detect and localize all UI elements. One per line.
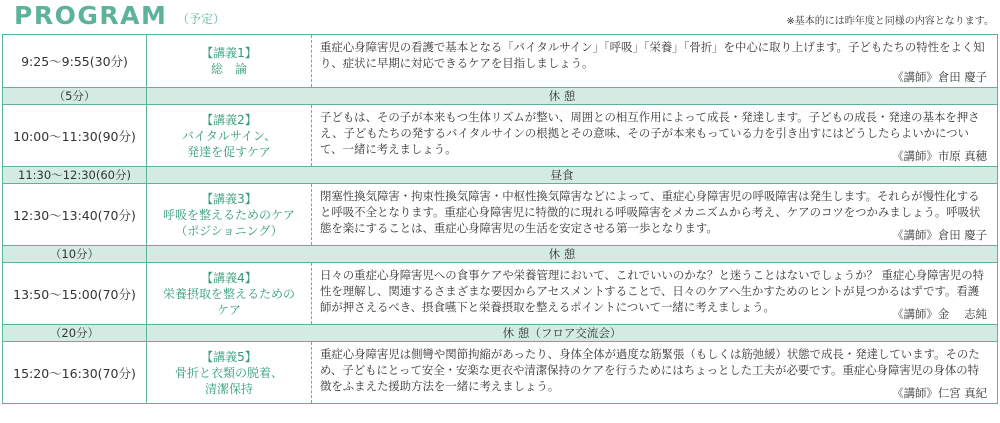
time-cell: 10:00〜11:30(90分) <box>3 105 147 166</box>
lecture-number: 【講義1】 <box>201 46 257 60</box>
lecture-row-1 <box>3 35 997 87</box>
lecture-title: 栄養摂取を整えるための ケア <box>162 286 295 317</box>
lecture-title: 呼吸を整えるためのケア （ポジショニング） <box>162 207 295 238</box>
break-row <box>3 324 997 341</box>
description-cell <box>312 105 997 166</box>
time-cell: 13:50〜15:00(70分) <box>3 263 147 324</box>
description-cell <box>312 263 997 324</box>
break-row <box>3 245 997 262</box>
lecture-row-3 <box>3 183 997 245</box>
time-cell: 12:30〜13:40(70分) <box>3 184 147 245</box>
lecture-number: 【講義3】 <box>201 191 257 206</box>
break-label: 休 憩 <box>548 89 576 103</box>
title-cell <box>147 342 312 403</box>
break-label: 休 憩 <box>548 247 576 261</box>
lecture-number: 【講義4】 <box>201 270 257 285</box>
instructor: 《講師》市原 真穂 <box>888 149 987 163</box>
page-title: PROGRAM <box>14 1 168 30</box>
lecture-description: 子どもは、その子が本来もつ生体リズムが整い、周囲との相互作用によって成長・発達します。子どもの成長・発達の基本を押さえ、子どもたちの発するバイタルサインの根拠とその意味、その子が本来もっている力を引き出すにはどうしたらよいかについて、一緒に考えましょう。 <box>320 110 980 156</box>
title-cell <box>147 184 312 245</box>
break-time: （10分） <box>3 246 147 262</box>
title-cell <box>147 105 312 166</box>
lecture-title: 総 論 <box>210 62 247 76</box>
lecture-description: 重症心身障害児の看護で基本となる「バイタルサイン」「呼吸」「栄養」「骨折」を中心に取り上げます。子どもたちの特性をよく知り、症状に早期に対応できるケアを目指しましょう。 <box>320 40 985 70</box>
description-cell <box>312 184 997 245</box>
header-note: ※基本的には昨年度と同様の内容となります。 <box>786 16 994 27</box>
lecture-number: 【講義2】 <box>201 112 257 127</box>
time-cell: 15:20〜16:30(70分) <box>3 342 147 403</box>
title-cell <box>147 35 312 87</box>
instructor: 《講師》倉田 慶子 <box>888 70 987 84</box>
lecture-description: 閉塞性換気障害・拘束性換気障害・中枢性換気障害などによって、重症心身障害児の呼吸障害は発生します。それらが慢性化すると呼吸不全となります。重症心身障害児に特徴的に現れる呼吸障害をメカニズムから考え、ケアのコツをつかみましょう。呼吸状態を楽にすることは、重症心身障害児の生活を安定させる第一歩となります。 <box>320 189 981 235</box>
lecture-description: 日々の重症心身障害児への食事ケアや栄養管理において、これでいいのかな？と迷うことはないでしょうか？ 重症心身障害児の特性を理解し、関連するさまざまな要因からアセスメントすることで、日々のケアへ生かすためのヒントが見つかるはずです。看護師が押さえるべき、摂食嚥下と栄養摂取を整えるポイントについて一緒に考えましょう。 <box>320 268 985 314</box>
lecture-row-4 <box>3 262 997 324</box>
lecture-row-5 <box>3 341 997 403</box>
lecture-row-2 <box>3 104 997 166</box>
lecture-description: 重症心身障害児は側彎や関節拘縮があったり、身体全体が過度な筋緊張（もしくは筋弛緩）状態で成長・発達しています。そのため、子どもにとって安全・安楽な更衣や清潔保持のケアを行うためにはちょっとした工夫が必要です。重症心身障害児の身体の特徴をふまえた援助方法を一緒に考えましょう。 <box>320 347 980 393</box>
lunch-row <box>3 166 997 183</box>
instructor: 《講師》倉田 慶子 <box>888 228 987 242</box>
lecture-title: 骨折と衣類の脱着、 清潔保持 <box>174 365 283 396</box>
lecture-title: バイタルサイン、 発達を促すケア <box>181 128 277 159</box>
description-cell <box>312 342 997 403</box>
break-time: （5分） <box>3 88 147 104</box>
instructor: 《講師》金 志純 <box>888 307 987 321</box>
title-cell <box>147 263 312 324</box>
lecture-number: 【講義5】 <box>201 349 257 364</box>
break-label: 休 憩（フロア交流会） <box>502 326 622 340</box>
break-row <box>3 87 997 104</box>
page-header <box>0 0 1000 34</box>
time-cell: 9:25〜9:55(30分) <box>3 35 147 87</box>
break-time: （20分） <box>3 325 147 341</box>
break-time: 11:30〜12:30(60分) <box>3 167 147 183</box>
page-subtitle: （予定） <box>177 12 226 26</box>
instructor: 《講師》仁宮 真紀 <box>888 386 987 400</box>
break-label: 昼食 <box>550 168 574 182</box>
description-cell <box>312 35 997 87</box>
program-table <box>2 34 998 404</box>
